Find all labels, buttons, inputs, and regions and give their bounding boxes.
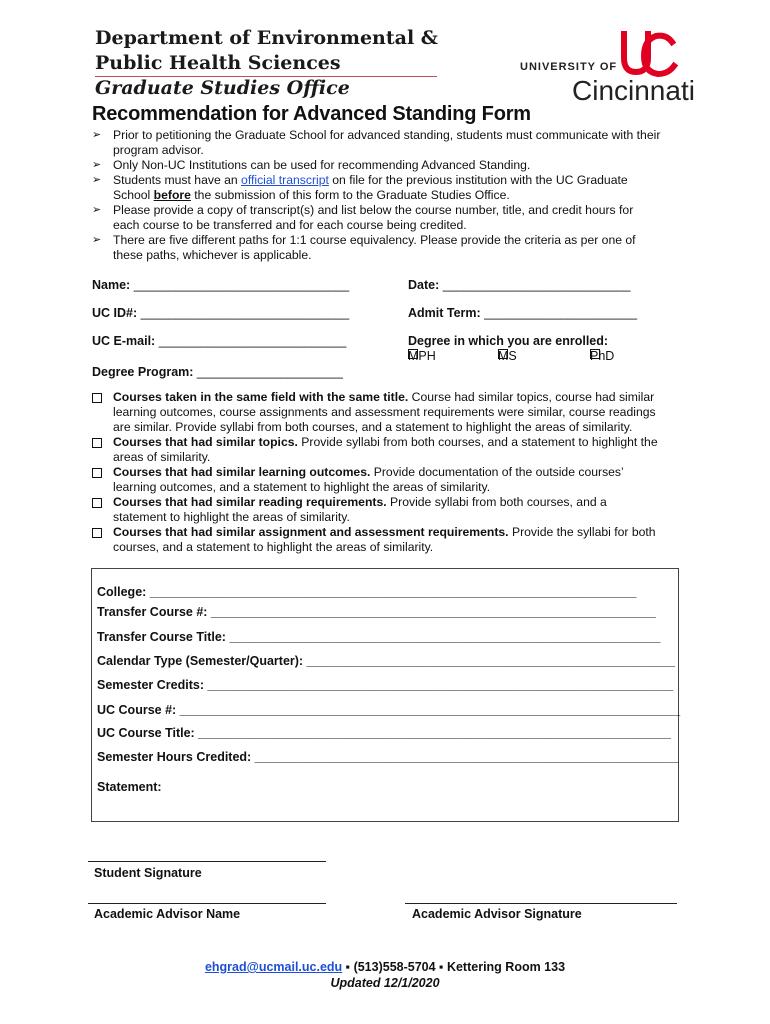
advisor-name-line[interactable]: [88, 903, 326, 904]
form-title: Recommendation for Advanced Standing Form: [92, 103, 531, 125]
admit-term-field[interactable]: Admit Term: ______________________: [408, 306, 638, 320]
instruction-list: [92, 128, 692, 263]
office-name: Graduate Studies Office: [95, 77, 350, 99]
transfer-course-number-field[interactable]: Transfer Course #: ________________________________________________________________: [97, 605, 656, 619]
checkbox-icon[interactable]: [92, 393, 102, 403]
logo-cincinnati: Cincinnati: [572, 75, 695, 106]
checkbox-icon[interactable]: [92, 438, 102, 448]
advisor-name-label: Academic Advisor Name: [94, 907, 241, 921]
arrow-bullet-icon: ➢: [92, 234, 102, 246]
student-signature-line[interactable]: [88, 861, 326, 862]
list-item[interactable]: Courses that had similar reading requirements. Provide syllabi from both courses, and a statement to highlight the areas of similarity.: [92, 495, 692, 525]
list-item[interactable]: Courses taken in the same field with the same title. Course had similar topics, course had similar learning outcomes, course assignments and assessment requirements were similar, course readings are similar. Provide syllabi from both courses, and a statement to highlight the areas of similarity.: [92, 390, 692, 435]
transfer-course-title-field[interactable]: Transfer Course Title: ______________________________________________________________: [97, 630, 661, 644]
official-transcript-link[interactable]: official transcript: [241, 173, 329, 187]
list-item[interactable]: Courses that had similar topics. Provide syllabi from both courses, and a statement to highlight the areas of similarity.: [92, 435, 692, 465]
uc-course-number-field[interactable]: UC Course #: ________________________________________________________________________: [97, 703, 681, 717]
semester-credits-field[interactable]: Semester Credits: ___________________________________________________________________: [97, 678, 674, 692]
date-field[interactable]: Date: ___________________________: [408, 278, 631, 292]
equivalency-paths: [92, 390, 692, 555]
logo-university-of: UNIVERSITY OF: [520, 61, 618, 73]
updated-date: Updated 12/1/2020: [330, 976, 440, 990]
statement-field[interactable]: Statement:: [97, 780, 162, 794]
college-field[interactable]: College: ______________________________________________________________________: [97, 585, 637, 599]
list-item[interactable]: Courses that had similar assignment and assessment requirements. Provide the syllabi for both courses, and a statement to highlight the areas of similarity.: [92, 525, 692, 555]
advisor-signature-label: Academic Advisor Signature: [412, 907, 582, 921]
arrow-bullet-icon: ➢: [92, 204, 102, 216]
list-item: ➢ Students must have an official transcript on file for the previous institution with the UC Graduate School before the submission of this form to the Graduate Studies Office.: [92, 173, 628, 202]
list-item: ➢ Only Non-UC Institutions can be used for recommending Advanced Standing.: [92, 158, 531, 172]
arrow-bullet-icon: ➢: [92, 159, 102, 171]
uc-id-field[interactable]: UC ID#: ______________________________: [92, 306, 350, 320]
checkbox-icon[interactable]: [92, 498, 102, 508]
degree-program-field[interactable]: Degree Program: _____________________: [92, 365, 343, 379]
uc-monogram-icon: [624, 34, 674, 74]
department-line-1: Department of Environmental &: [95, 27, 438, 49]
department-line-2: Public Health Sciences: [95, 52, 341, 74]
checkbox-icon[interactable]: [92, 468, 102, 478]
list-item[interactable]: Courses that had similar learning outcomes. Provide documentation of the outside courses’ learning outcomes, and a statement to highlight the areas of similarity.: [92, 465, 692, 495]
uc-email-field[interactable]: UC E-mail: ___________________________: [92, 334, 347, 348]
uc-course-title-field[interactable]: UC Course Title: ____________________________________________________________________: [97, 726, 671, 740]
degree-label: Degree in which you are enrolled:: [408, 334, 609, 348]
advisor-signature-line[interactable]: [405, 903, 677, 904]
university-logo: [520, 28, 695, 106]
department-name: [95, 26, 438, 76]
name-field[interactable]: Name: _______________________________: [92, 278, 350, 292]
arrow-bullet-icon: ➢: [92, 129, 102, 141]
semester-hours-credited-field[interactable]: Semester Hours Credited: _____________________________________________________________: [97, 750, 679, 764]
list-item: ➢ Prior to petitioning the Graduate School for advanced standing, students must communicate with their program advisor.: [92, 128, 661, 157]
list-item: ➢ There are five different paths for 1:1 course equivalency. Please provide the criteria as per one of these paths, whichever is applicable.: [92, 233, 636, 262]
checkbox-icon[interactable]: [92, 528, 102, 538]
footer-contact: ehgrad@ucmail.uc.edu ▪ (513)558-5704 ▪ Kettering Room 133: [204, 960, 566, 974]
student-signature-label: Student Signature: [94, 866, 202, 880]
arrow-bullet-icon: ➢: [92, 174, 102, 186]
calendar-type-field[interactable]: Calendar Type (Semester/Quarter): _____________________________________________________: [97, 654, 676, 668]
contact-email-link[interactable]: ehgrad@ucmail.uc.edu: [204, 960, 343, 974]
list-item: ➢ Please provide a copy of transcript(s) and list below the course number, title, and credit hours for each course to be transferred and for each course being credited.: [92, 203, 634, 232]
